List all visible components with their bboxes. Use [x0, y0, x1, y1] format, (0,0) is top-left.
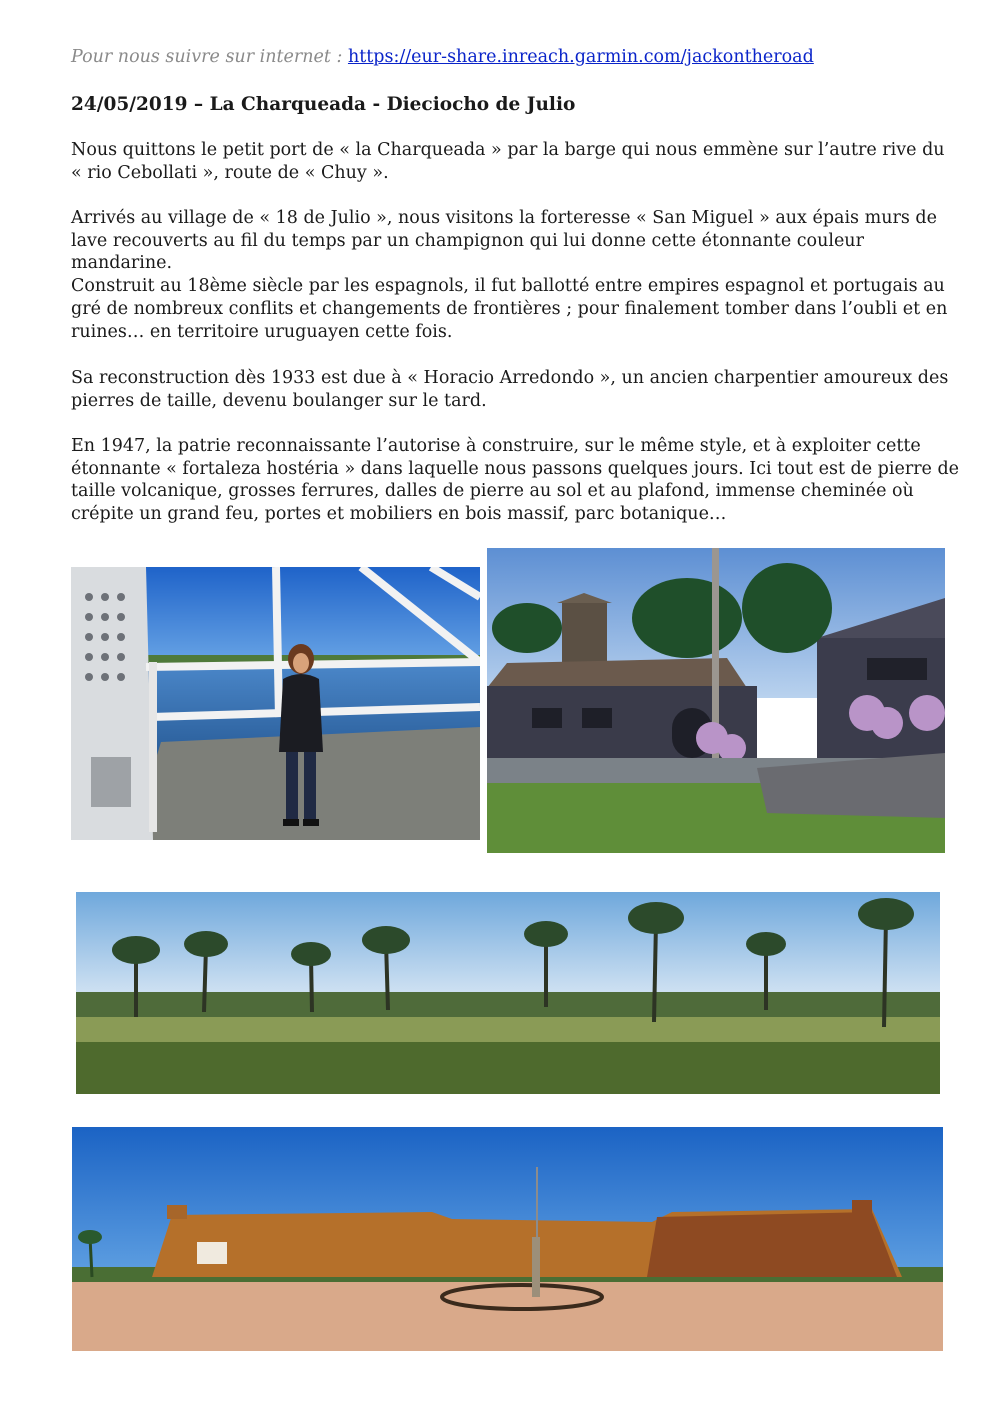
paragraph-fortress [71, 207, 951, 343]
text-line: « rio Cebollati », route de « Chuy ». [71, 162, 389, 183]
palm-grove-illustration [76, 892, 940, 1094]
ferry-photo-illustration [71, 567, 480, 840]
follow-label: Pour nous suivre sur internet : [71, 47, 343, 67]
paragraph-ferry [71, 139, 951, 184]
tracking-link[interactable]: https://eur-share.inreach.garmin.com/jackontheroad [347, 47, 814, 67]
page-title: 24/05/2019 – La Charqueada - Dieciocho de Julio [71, 94, 576, 115]
photo-ferry-barge [71, 567, 480, 840]
text-line: gré de nombreux conflits et changements de frontières ; pour finalement tomber dans l’oubli et en [71, 298, 948, 319]
text-line: crépite un grand feu, portes et mobiliers en bois massif, parc botanique… [71, 504, 727, 525]
photo-palm-grove [76, 892, 940, 1094]
text-line: pierres de taille, devenu boulanger sur le tard. [71, 390, 487, 411]
paragraph-reconstruction [71, 367, 951, 412]
photo-hosteria-courtyard [487, 548, 945, 853]
text-line: Sa reconstruction dès 1933 est due à « Horacio Arredondo », un ancien charpentier amoureux des [71, 368, 949, 388]
follow-line [71, 47, 814, 67]
text-line: En 1947, la patrie reconnaissante l’autorise à construire, sur le même style, et à exploiter cette [71, 436, 921, 456]
text-line: Nous quittons le petit port de « la Charqueada » par la barge qui nous emmène sur l’autre rive du [71, 140, 945, 160]
text-line: étonnante « fortaleza hostéria » dans laquelle nous passons quelques jours. Ici tout est de pierre de [71, 458, 960, 479]
text-line: Construit au 18ème siècle par les espagnols, il fut ballotté entre empires espagnol et portugais au [71, 276, 945, 297]
text-line: Arrivés au village de « 18 de Julio », nous visitons la forteresse « San Miguel » aux épais murs de [71, 208, 937, 228]
text-line: mandarine. [71, 253, 173, 274]
text-line: ruines… en territoire uruguayen cette fois. [71, 321, 453, 342]
text-line: lave recouverts au fil du temps par un champignon qui lui donne cette étonnante couleur [71, 230, 864, 251]
text-line: taille volcanique, grosses ferrures, dalles de pierre au sol et au plafond, immense cheminée où [71, 481, 914, 502]
hosteria-photo-illustration [487, 548, 945, 853]
paragraph-hosteria [71, 435, 960, 526]
fortress-illustration [72, 1127, 943, 1351]
photo-fortress-san-miguel [72, 1127, 943, 1351]
